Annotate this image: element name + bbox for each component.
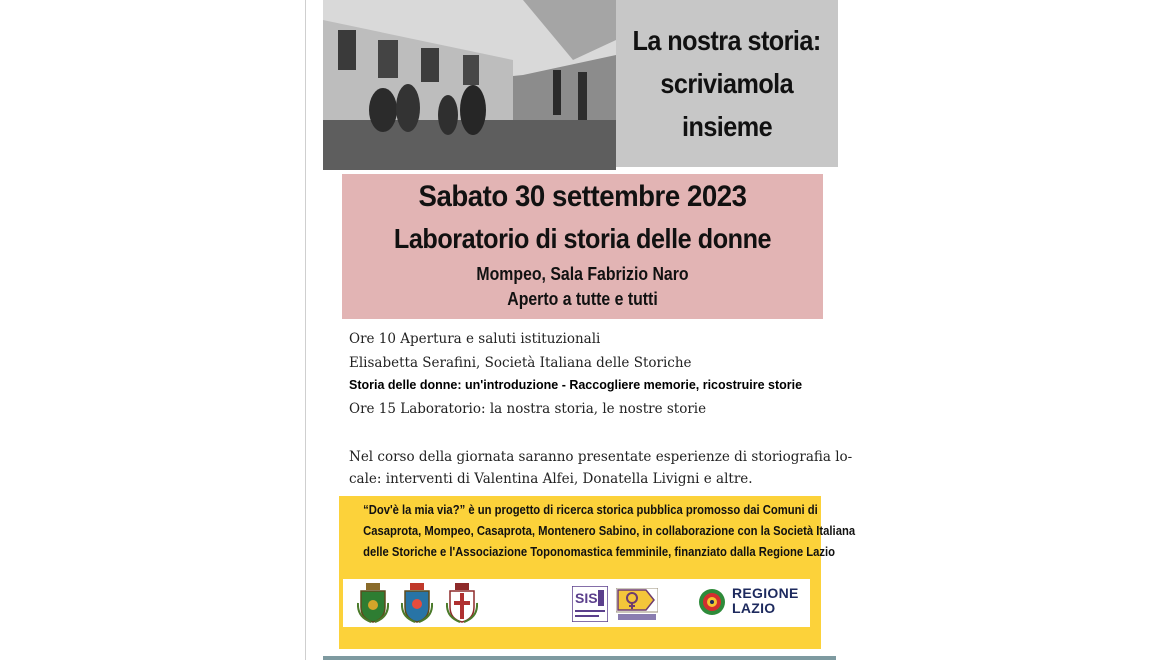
region-line: LAZIO [732,600,776,616]
program-item: Ore 10 Apertura e saluti istituzionali [349,331,601,347]
sis-logo-icon [572,586,608,622]
page-bottom-rule [323,656,836,660]
title-line-1: La nostra storia: [632,25,822,56]
program-item: Ore 15 Laboratorio: la nostra storia, le nostre storie [349,401,707,417]
paragraph-line: cale: interventi di Valentina Alfei, Donatella Livigni e altre. [349,471,753,487]
poster-title [616,0,838,167]
project-box [339,496,856,649]
logo-strip [343,579,810,627]
municipal-crest-icon [357,583,389,623]
program-item: Elisabetta Serafini, Società Italiana delle Storiche [349,355,692,371]
municipal-crest-icon [446,583,478,623]
project-line: Casaprota, Mompeo, Casaprota, Montenero Sabino, in collaborazione con la Società Italiana [363,524,856,538]
program-item: Storia delle donne: un'introduzione - Raccogliere memorie, ricostruire storie [349,378,803,392]
title-line-3: insieme [681,111,773,142]
page-edge [305,0,306,660]
municipal-crest-icon [401,583,433,623]
historical-photo [323,0,616,170]
paragraph-line: Nel corso della giornata saranno presentate esperienze di storiografia lo- [349,449,853,465]
regione-lazio-icon [698,588,726,616]
title-line-2: scriviamola [660,68,794,99]
event-date: Sabato 30 settembre 2023 [418,180,747,213]
event-box [342,174,823,319]
region-line: REGIONE [732,585,799,601]
event-name: Laboratorio di storia delle donne [393,223,772,254]
toponomastica-logo-icon [616,588,658,622]
project-line: “Dov'è la mia via?” è un progetto di ricerca storica pubblica promosso dai Comuni di [363,503,818,517]
svg-text:SIS: SIS [575,590,598,606]
description-paragraph [349,446,853,490]
regione-lazio-text [732,586,799,616]
project-text [339,500,856,563]
event-access: Aperto a tutte e tutti [507,289,658,309]
project-line: delle Storiche e l'Associazione Toponomastica femminile, finanziato dalla Regione Lazio [363,545,836,559]
event-location: Mompeo, Sala Fabrizio Naro [476,264,689,284]
